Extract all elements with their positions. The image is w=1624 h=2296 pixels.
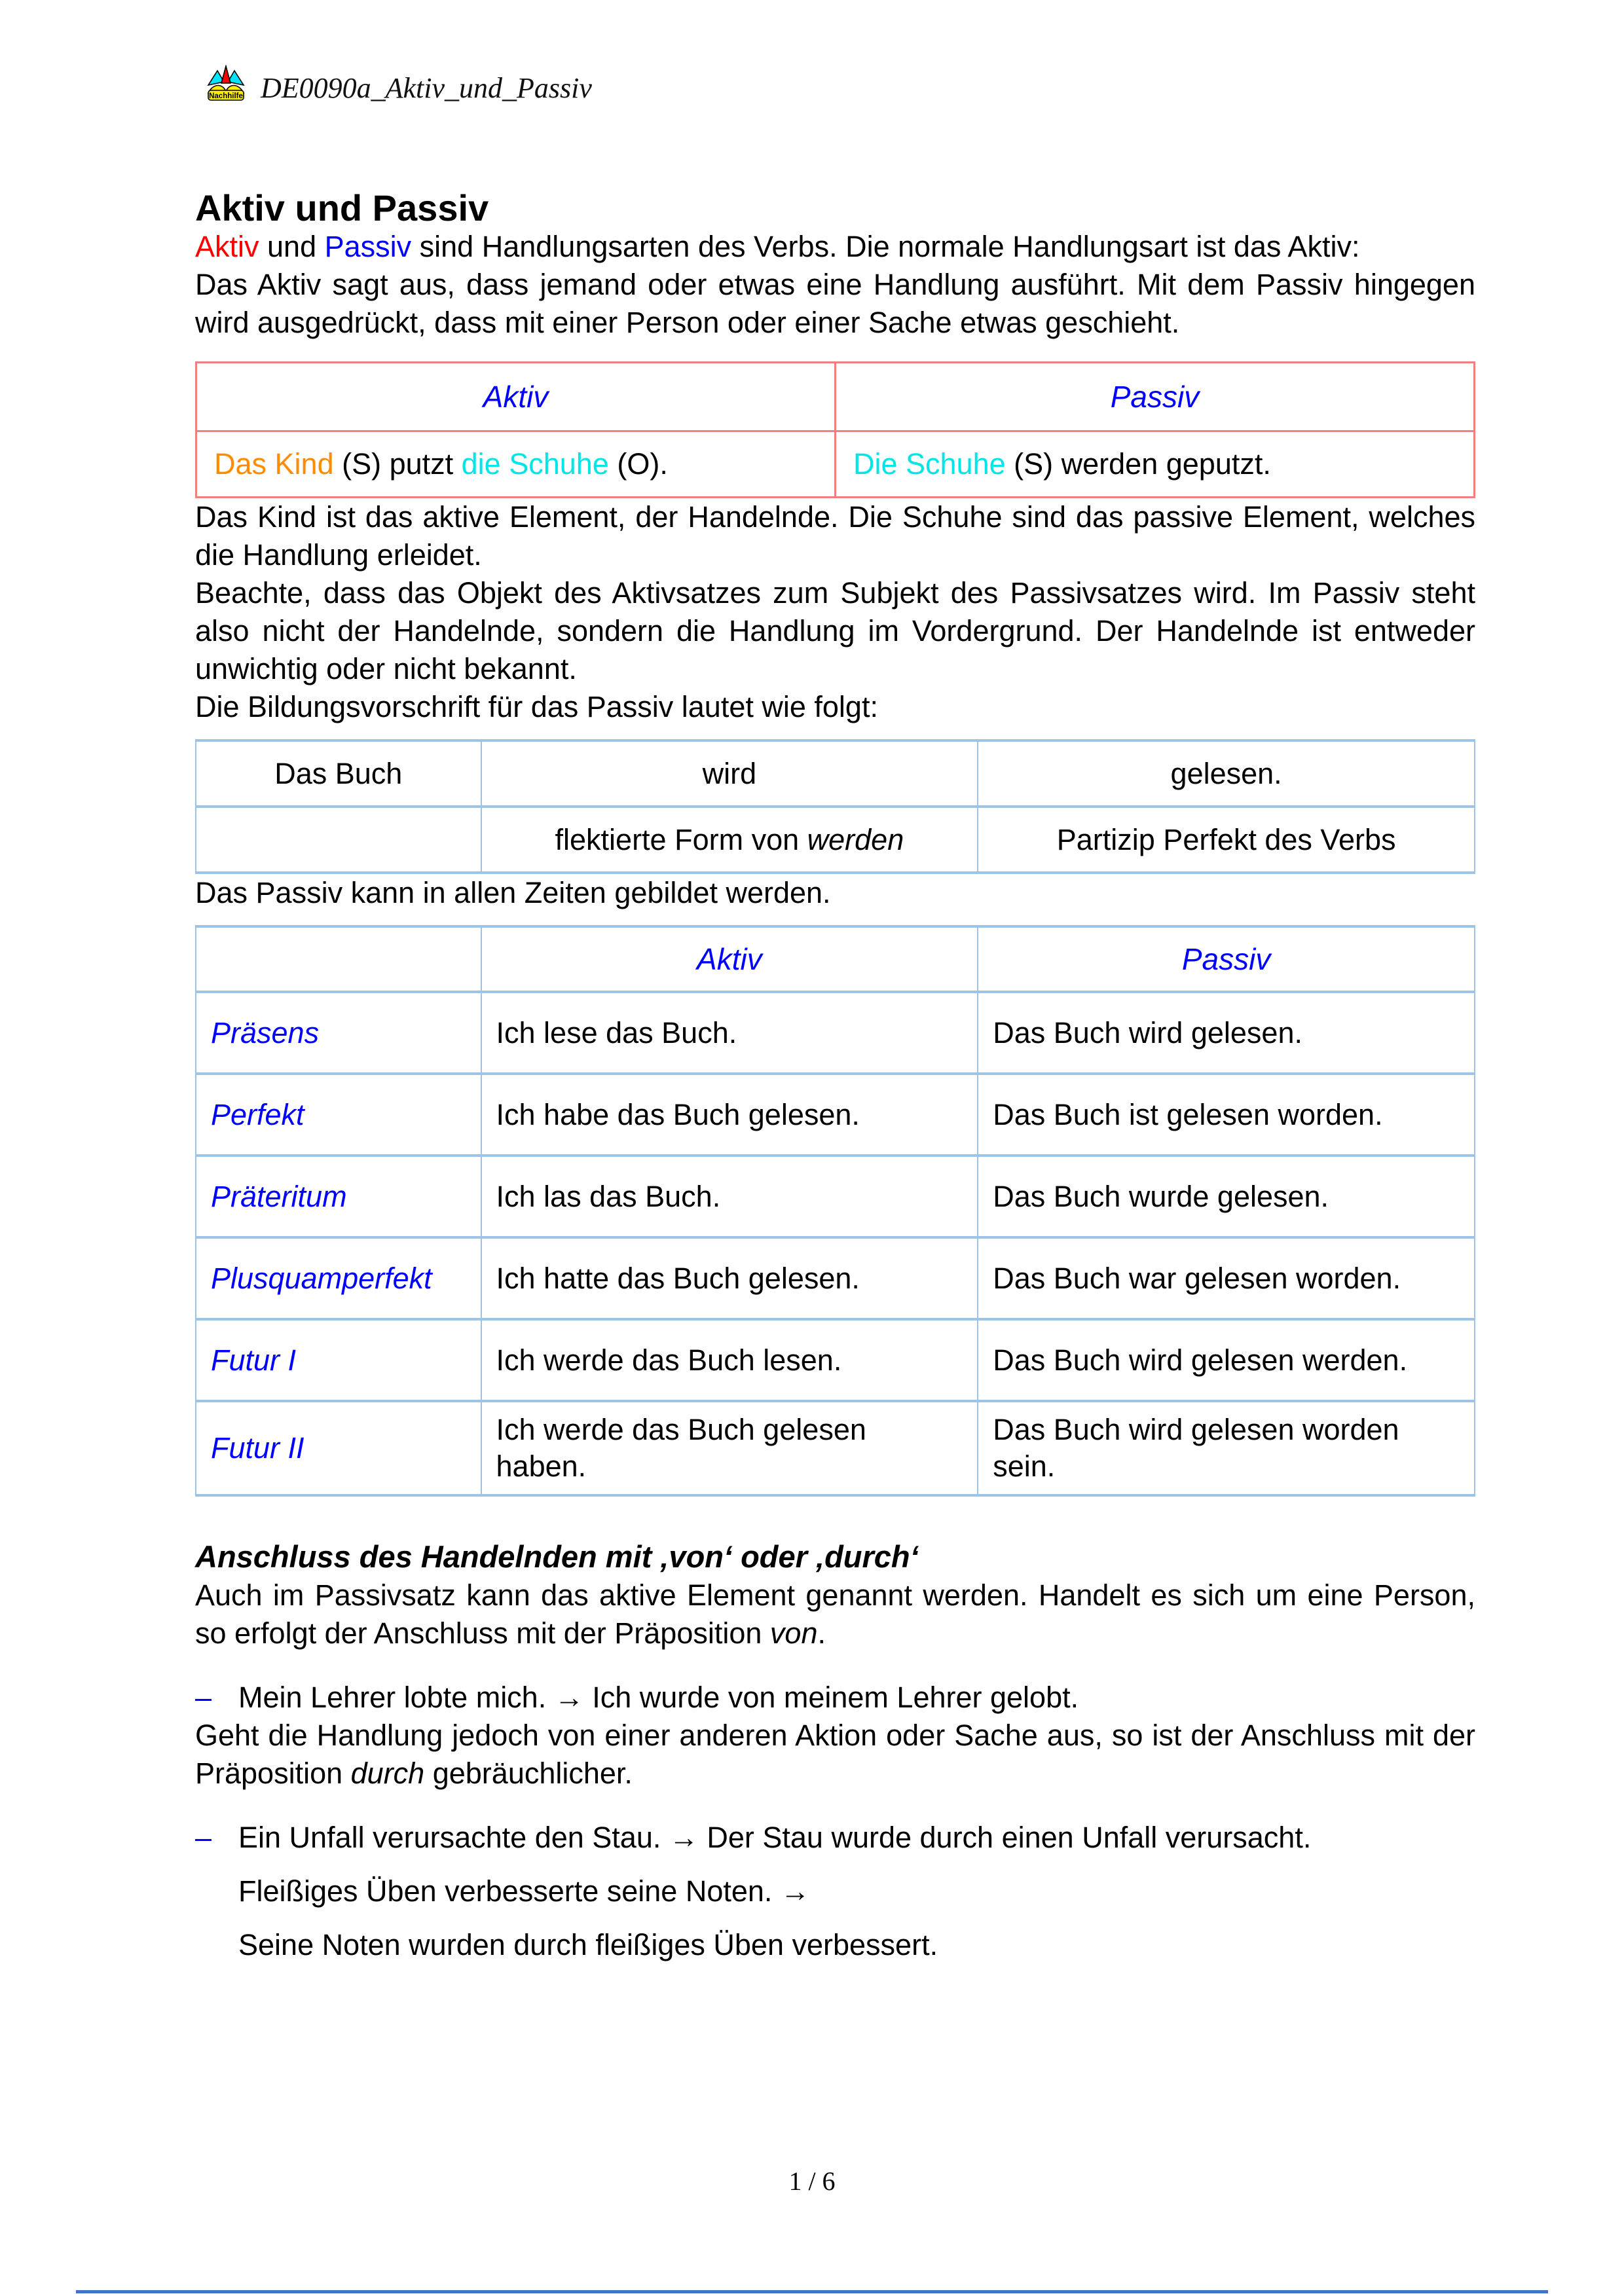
tenses-table (195, 925, 1475, 1497)
passiv-cell: Das Buch war gelesen worden. (978, 1237, 1475, 1319)
dash-bullet-icon: – (195, 1681, 212, 1714)
aktiv-header-cell: Aktiv (196, 363, 836, 431)
section-heading: Anschluss des Handelnden mit ‚von‘ oder ‚durch‘ (195, 1539, 919, 1574)
table-row (196, 1156, 1475, 1237)
nachhilfe-logo-icon (206, 65, 246, 105)
tense-cell: Futur I (196, 1319, 481, 1401)
tense-cell: Futur II (196, 1401, 481, 1495)
aktiv-cell: Ich werde das Buch lesen. (481, 1319, 978, 1401)
tense-cell: Plusquamperfekt (196, 1237, 481, 1319)
tense-cell: Präsens (196, 992, 481, 1074)
intro-paragraph: Aktiv und Passiv sind Handlungsarten des Verbs. Die normale Handlungsart ist das Aktiv: (195, 230, 1360, 263)
list-item-text: Mein Lehrer lobte mich. → Ich wurde von meinem Lehrer gelobt. (238, 1681, 1079, 1714)
example-line: Fleißiges Üben verbesserte seine Noten. → (238, 1874, 810, 1908)
table-row (196, 807, 1475, 873)
von-paragraph: Auch im Passivsatz kann das aktive Element genannt werden. Handelt es sich um eine Person, so erfolgt der Anschluss mit der Präposition von. (195, 1578, 1475, 1650)
formation-participle-cell: gelesen. (978, 740, 1475, 807)
passiv-cell: Das Buch wird gelesen. (978, 992, 1475, 1074)
tense-cell: Perfekt (196, 1074, 481, 1156)
passiv-formation-table (195, 739, 1475, 874)
dash-bullet-icon: – (195, 1821, 212, 1854)
document-header (206, 67, 1475, 105)
passiv-cell: Das Buch wird gelesen worden sein. (978, 1401, 1475, 1495)
passiv-header-cell: Passiv (836, 363, 1475, 431)
empty-header-cell (196, 926, 481, 992)
aktiv-cell: Ich las das Buch. (481, 1156, 978, 1237)
table-row (196, 1074, 1475, 1156)
aktiv-passiv-example-table (195, 361, 1475, 498)
document-content (195, 0, 1475, 1964)
kind-element-paragraph: Das Kind ist das aktive Element, der Handelnde. Die Schuhe sind das passive Element, welches die Handlung erleidet. (195, 500, 1475, 572)
formation-empty-cell (196, 807, 481, 873)
list-item (195, 1679, 1475, 1717)
table-row (196, 431, 1475, 498)
passiv-example-cell: Die Schuhe (S) werden geputzt. (836, 431, 1475, 498)
table-header-row (196, 926, 1475, 992)
formation-verb-rule-cell: flektierte Form von werden (481, 807, 978, 873)
document-id: DE0090a_Aktiv_und_Passiv (261, 72, 592, 104)
bildungsvorschrift-paragraph: Die Bildungsvorschrift für das Passiv lautet wie folgt: (195, 690, 878, 723)
table-row (196, 740, 1475, 807)
formation-subject-cell: Das Buch (196, 740, 481, 807)
aktiv-header-cell: Aktiv (481, 926, 978, 992)
formation-verb-cell: wird (481, 740, 978, 807)
logo-label: Nachhilfe (209, 92, 243, 100)
page-title: Aktiv und Passiv (195, 187, 489, 228)
table-row (196, 1237, 1475, 1319)
list-item-text: Ein Unfall verursachte den Stau. → Der Stau wurde durch einen Unfall verursacht. (238, 1821, 1312, 1854)
passiv-cell: Das Buch ist gelesen worden. (978, 1074, 1475, 1156)
passiv-header-cell: Passiv (978, 926, 1475, 992)
aktiv-cell: Ich hatte das Buch gelesen. (481, 1237, 978, 1319)
page-number: 1 / 6 (788, 2166, 836, 2196)
passiv-cell: Das Buch wurde gelesen. (978, 1156, 1475, 1237)
table-header-row (196, 363, 1475, 431)
tense-cell: Präteritum (196, 1156, 481, 1237)
beachte-paragraph: Beachte, dass das Objekt des Aktivsatzes zum Subjekt des Passivsatzes wird. Im Passiv steht also nicht der Handelnde, sondern die Handlung im Vordergrund. Der Handelnde ist entweder unwichtig oder nicht bekannt. (195, 576, 1475, 685)
formation-participle-rule-cell: Partizip Perfekt des Verbs (978, 807, 1475, 873)
aktiv-example-cell: Das Kind (S) putzt die Schuhe (O). (196, 431, 836, 498)
aktiv-cell: Ich werde das Buch gelesen haben. (481, 1401, 978, 1495)
aktiv-cell: Ich habe das Buch gelesen. (481, 1074, 978, 1156)
list-item (195, 1819, 1475, 1857)
aktiv-cell: Ich lese das Buch. (481, 992, 978, 1074)
zeiten-paragraph: Das Passiv kann in allen Zeiten gebildet werden. (195, 876, 831, 909)
footer-rule (76, 2290, 1548, 2293)
table-row (196, 1401, 1475, 1495)
durch-paragraph: Geht die Handlung jedoch von einer anderen Aktion oder Sache aus, so ist der Anschluss mit der Präposition durch gebräuchlicher. (195, 1719, 1475, 1790)
aktiv-explain-paragraph: Das Aktiv sagt aus, dass jemand oder etwas eine Handlung ausführt. Mit dem Passiv hingegen wird ausgedrückt, dass mit einer Person oder einer Sache etwas geschieht. (195, 268, 1475, 339)
table-row (196, 992, 1475, 1074)
passiv-cell: Das Buch wird gelesen werden. (978, 1319, 1475, 1401)
example-line: Seine Noten wurden durch fleißiges Üben verbessert. (238, 1928, 938, 1961)
table-row (196, 1319, 1475, 1401)
